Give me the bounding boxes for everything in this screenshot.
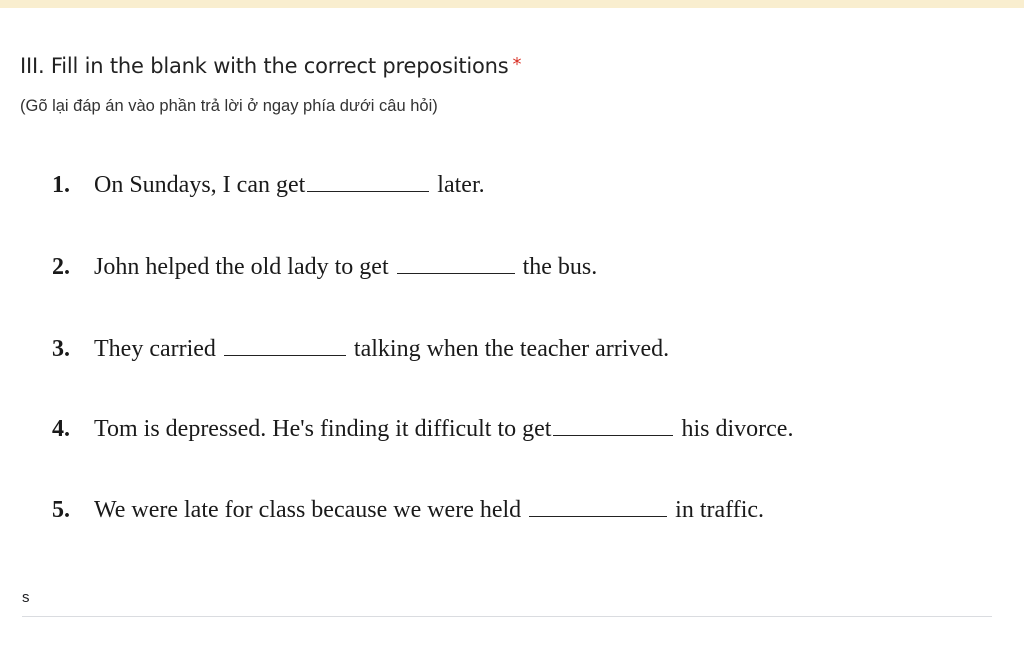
item-number: 3. <box>52 336 70 362</box>
blank-line <box>553 417 673 436</box>
item-text-before: On Sundays, I can get <box>94 172 306 198</box>
item-text-after: the bus. <box>522 254 598 280</box>
blank-line <box>224 337 346 356</box>
item-text-after: later. <box>437 172 485 198</box>
item-text-before: We were late for class because we were held <box>94 497 522 523</box>
item-text-before: Tom is depressed. He's finding it difficult to get <box>94 416 552 442</box>
question-title <box>20 54 521 78</box>
question-title-text: III. Fill in the blank with the correct prepositions <box>20 54 509 78</box>
exercise-item-2 <box>52 254 597 281</box>
item-text-after: his divorce. <box>681 416 794 442</box>
exercise-item-3 <box>52 336 669 363</box>
item-number: 5. <box>52 497 70 523</box>
item-number: 1. <box>52 172 70 198</box>
exercise-item-5 <box>52 497 764 524</box>
item-text-after: talking when the teacher arrived. <box>353 336 670 362</box>
answer-input[interactable] <box>22 578 992 617</box>
required-mark: * <box>512 54 522 75</box>
item-text-before: John helped the old lady to get <box>94 254 389 280</box>
blank-line <box>397 255 515 274</box>
item-text-before: They carried <box>94 336 216 362</box>
top-strip <box>0 0 1024 8</box>
item-number: 4. <box>52 416 70 442</box>
item-text-after: in traffic. <box>675 497 765 523</box>
question-description: (Gõ lại đáp án vào phần trả lời ở ngay phía dưới câu hỏi) <box>20 97 438 115</box>
blank-line <box>307 173 429 192</box>
item-number: 2. <box>52 254 70 280</box>
blank-line <box>529 498 667 517</box>
exercise-item-4 <box>52 416 793 443</box>
exercise-item-1 <box>52 172 485 199</box>
